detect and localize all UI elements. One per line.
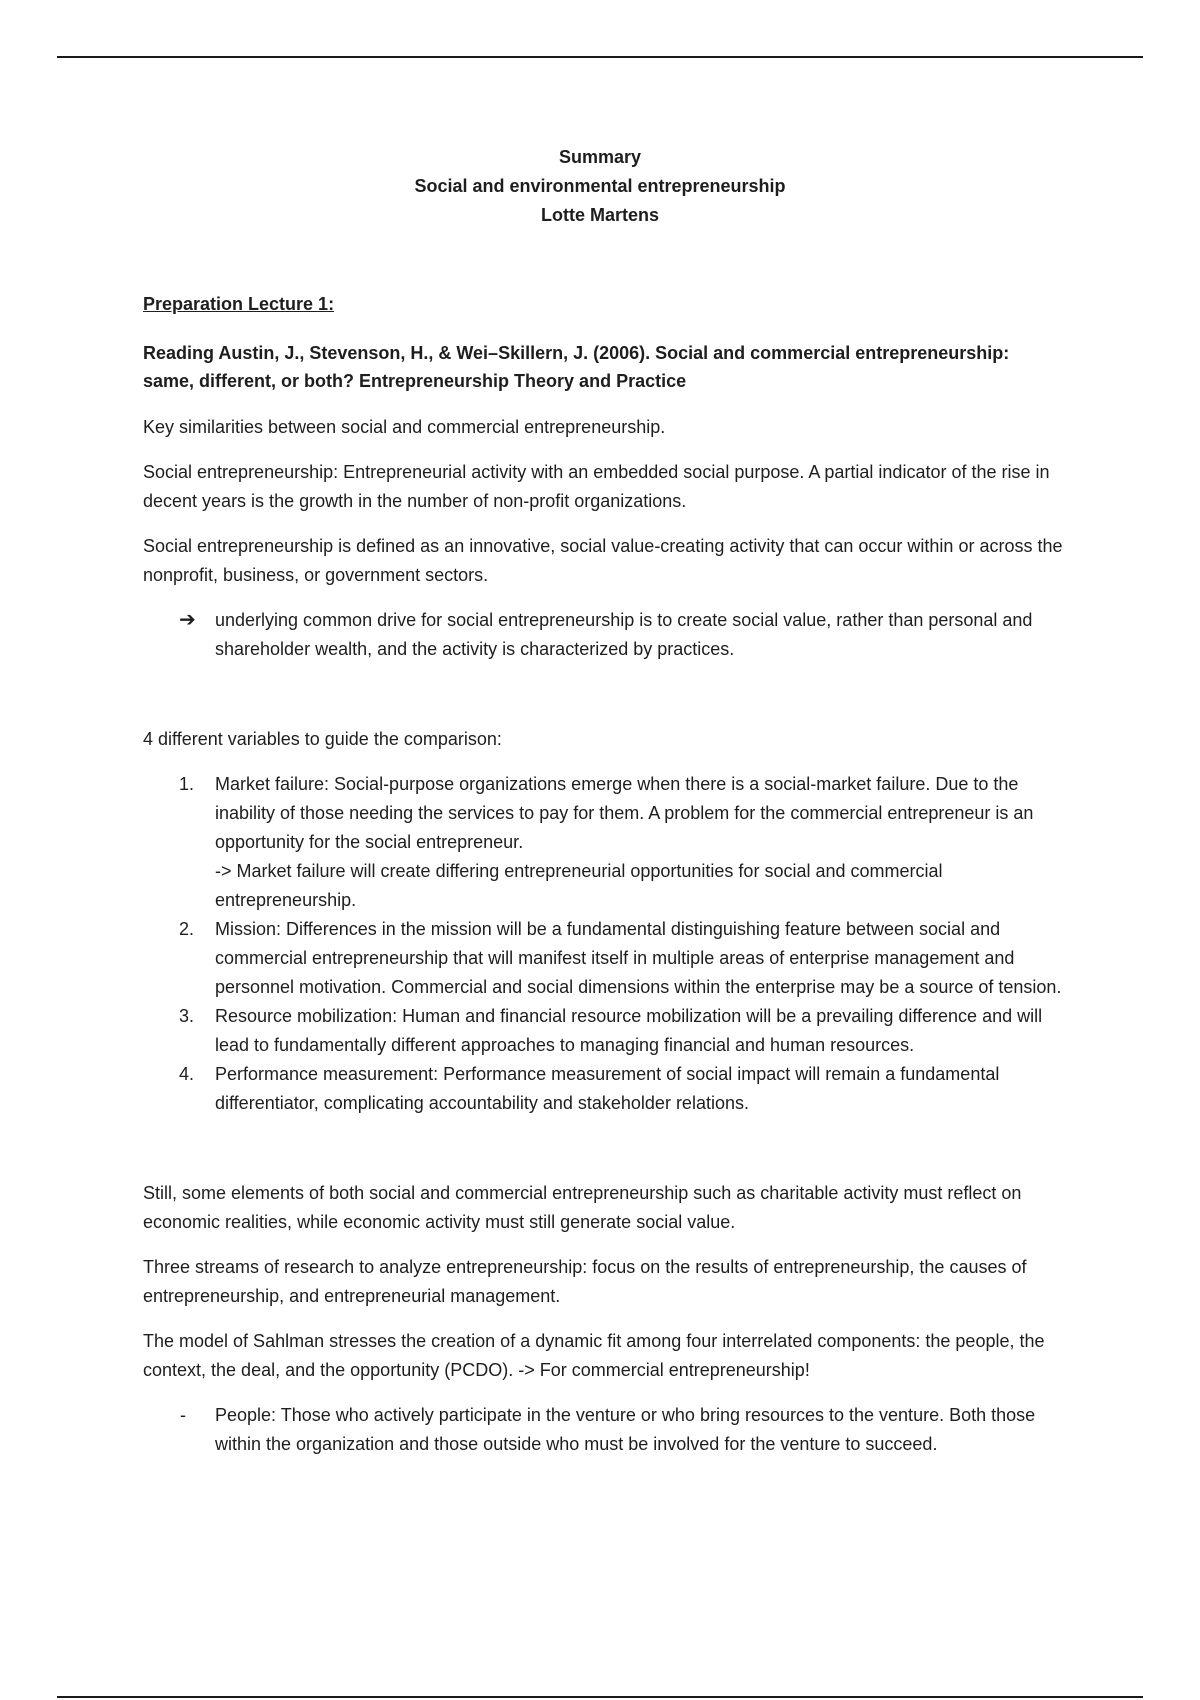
paragraph-three-streams: Three streams of research to analyze entrepreneurship: focus on the results of entrepreneurship, the causes of entrepreneurship, and entrepreneurial management.: [143, 1257, 1027, 1306]
arrow-bullet-text: underlying common drive for social entrepreneurship is to create social value, rather than personal and shareholder wealth, and the activity is characterized by practices.: [215, 610, 1033, 659]
list-item-subtext: -> Market failure will create differing entrepreneurial opportunities for social and commercial entrepreneurship.: [215, 861, 943, 910]
variables-intro: 4 different variables to guide the comparison:: [143, 729, 502, 749]
list-item: [143, 1002, 1063, 1060]
paragraph-still: Still, some elements of both social and commercial entrepreneurship such as charitable activity must reflect on economic realities, while economic activity must still generate social value.: [143, 1183, 1022, 1232]
title-course: Social and environmental entrepreneurship: [414, 176, 786, 196]
variables-list: [143, 770, 1063, 1118]
pcdo-item-text: People: Those who actively participate in the venture or who bring resources to the venture. Both those within the organization and those outside who must be involved for the venture to succeed.: [215, 1405, 1036, 1454]
bottom-rule: [57, 1696, 1143, 1698]
list-number: 4.: [179, 1064, 195, 1084]
top-rule: [57, 56, 1143, 58]
list-item-text: Mission: Differences in the mission will be a fundamental distinguishing feature between social and commercial entrepreneurship that will manifest itself in multiple areas of enterprise management and personnel motivation. Commercial and social dimensions within the enterprise may be a source of tension.: [215, 919, 1062, 997]
title-author: Lotte Martens: [540, 205, 659, 225]
list-item: [143, 1060, 1063, 1118]
list-number: 1.: [179, 774, 195, 794]
body-text: [143, 413, 1063, 1459]
reading-reference: Reading Austin, J., Stevenson, H., & Wei–Skillern, J. (2006). Social and commercial entrepreneurship: same, different, or both? Entrepreneurship Theory and Practice: [143, 343, 1010, 391]
list-item-text: Market failure: Social-purpose organizations emerge when there is a social-market failure. Due to the inability of those needing the services to pay for them. A problem for the commercial entrepreneur is an opportunity for the social entrepreneur.: [215, 774, 1034, 852]
paragraph-key-similarities: Key similarities between social and commercial entrepreneurship.: [143, 417, 666, 437]
dash-bullet: -: [180, 1405, 186, 1425]
list-item-text: Performance measurement: Performance measurement of social impact will remain a fundamental differentiator, complicating accountability and stakeholder relations.: [215, 1064, 1000, 1113]
list-number: 3.: [179, 1006, 195, 1026]
pcdo-item-people: [143, 1401, 1063, 1459]
paragraph-definition-1: Social entrepreneurship: Entrepreneurial activity with an embedded social purpose. A partial indicator of the rise in decent years is the growth in the number of non-profit organizations.: [143, 462, 1050, 511]
list-item: [143, 770, 1063, 915]
paragraph-sahlman-model: The model of Sahlman stresses the creation of a dynamic fit among four interrelated components: the people, the context, the deal, and the opportunity (PCDO). -> For commercial entrepreneurship!: [143, 1331, 1045, 1380]
list-item: [143, 915, 1063, 1002]
section-heading: Preparation Lecture 1:: [143, 294, 335, 314]
list-item-text: Resource mobilization: Human and financial resource mobilization will be a prevailing difference and will lead to fundamentally different approaches to managing financial and human resources.: [215, 1006, 1043, 1055]
list-number: 2.: [179, 919, 195, 939]
arrow-bullet: [179, 606, 1063, 664]
title-summary: Summary: [558, 147, 642, 167]
right-arrow-icon: ➔: [179, 609, 196, 631]
paragraph-definition-2: Social entrepreneurship is defined as an innovative, social value-creating activity that can occur within or across the nonprofit, business, or government sectors.: [143, 536, 1063, 585]
title-block: [143, 143, 1057, 230]
